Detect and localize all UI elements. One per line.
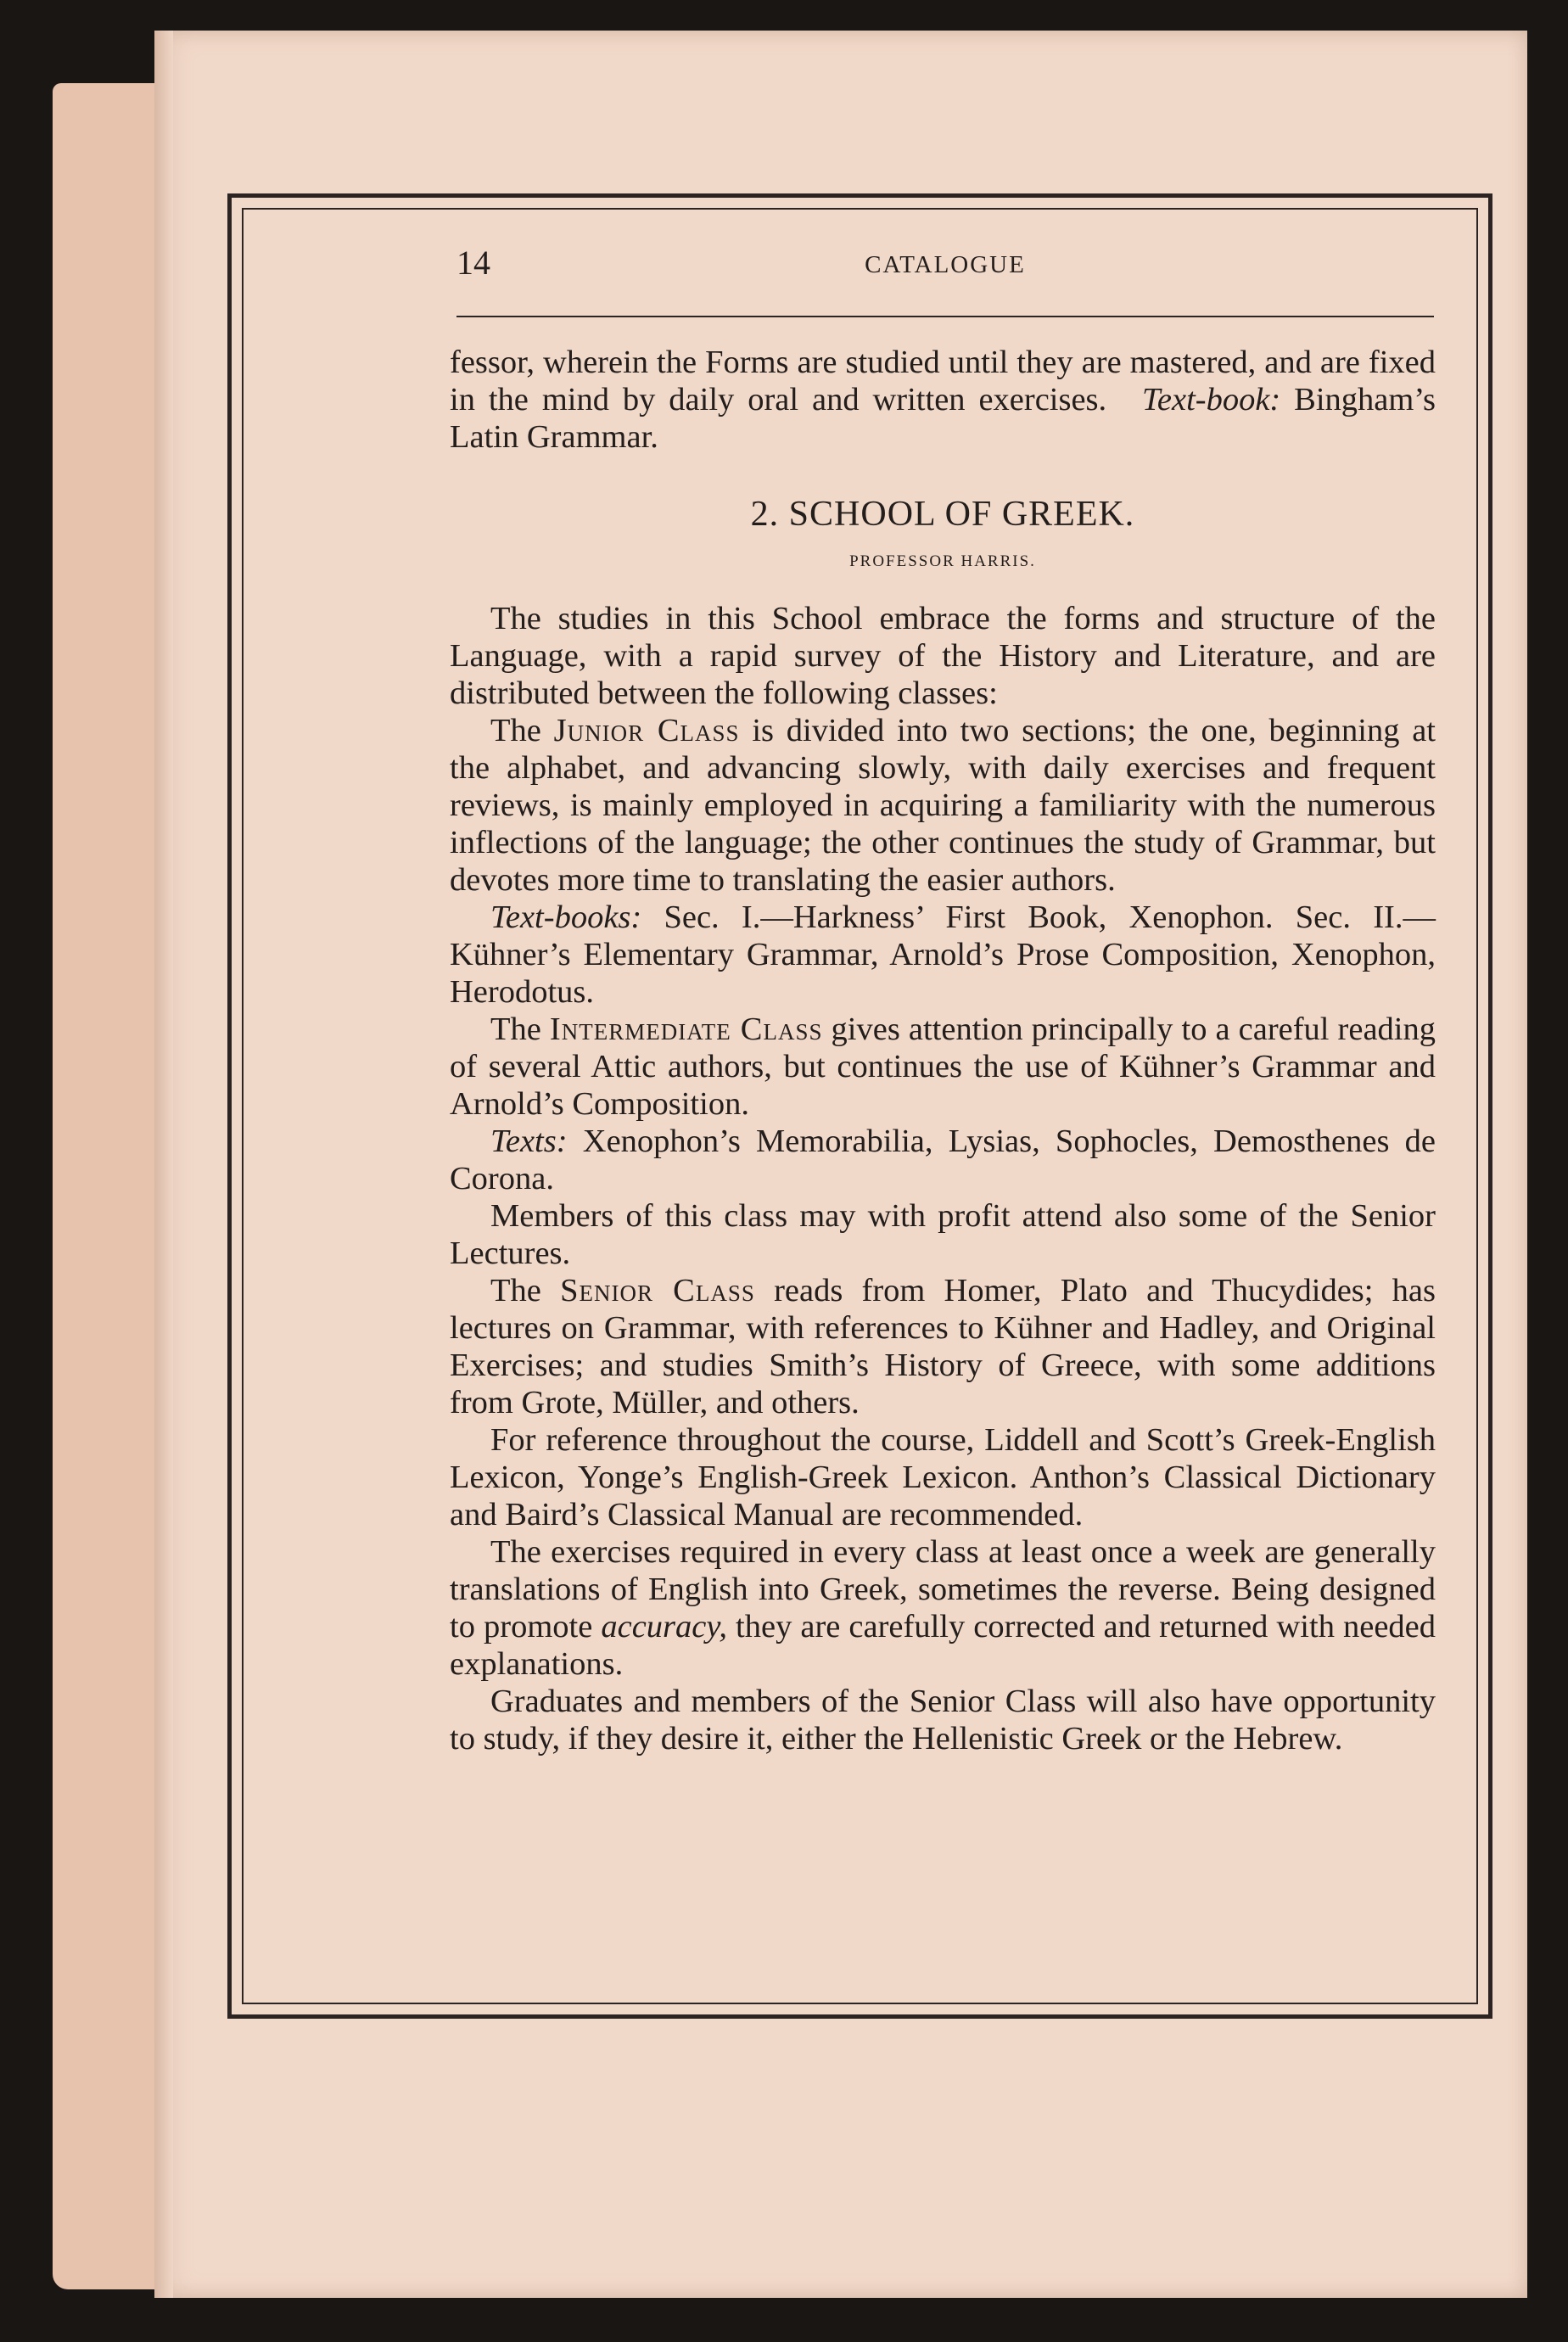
paragraph-lead: The bbox=[490, 1273, 541, 1308]
paragraph-continued bbox=[450, 344, 1436, 456]
paragraph-text: is divided into two sections; the one, beginning at the alphabet, and advancing slowly, with daily exercises and frequent reviews, is mainly employed in acquiring a familiarity with the numerous inflections of the language; the other continues the study of Grammar, but devotes more time to translating the easier authors. bbox=[450, 713, 1436, 898]
class-name-junior: Junior Class bbox=[553, 713, 740, 748]
textbook-title: Bingham’s Latin Grammar. bbox=[450, 382, 1436, 455]
textbooks-label: Text-books: bbox=[490, 899, 642, 935]
class-name-intermediate: Intermediate Class bbox=[549, 1011, 823, 1047]
head-rule bbox=[456, 316, 1434, 317]
textbook-label: Text-book: bbox=[1142, 382, 1281, 417]
paragraph-senior-class bbox=[450, 1272, 1436, 1421]
page-gutter bbox=[154, 31, 173, 2298]
section-heading: 2. SCHOOL OF GREEK. bbox=[750, 495, 1135, 534]
professor-name: PROFESSOR HARRIS. bbox=[849, 552, 1036, 570]
paragraph-graduates: Graduates and members of the Senior Class will also have opportunity to study, if they desire it, either the Hellenistic Greek or the Hebrew. bbox=[450, 1684, 1436, 1756]
texts-label: Texts: bbox=[490, 1123, 568, 1159]
paragraph-text: fessor, wherein the Forms are studied until they are mastered, and are fixed in the mind by daily oral and written exercises. bbox=[450, 345, 1436, 417]
texts-list: Xenophon’s Memorabilia, Lysias, Sophocles, Demosthenes de Corona. bbox=[450, 1123, 1436, 1196]
paragraph-text: gives attention principally to a careful reading of several Attic authors, but continues the use of Kühner’s Grammar and Arnold’s Composition. bbox=[450, 1011, 1436, 1122]
class-name-senior: Senior Class bbox=[560, 1273, 755, 1308]
paragraph-junior-class bbox=[450, 712, 1436, 899]
running-head bbox=[456, 242, 1434, 284]
emphasis-accuracy: accuracy, bbox=[601, 1609, 727, 1644]
paragraph-text: they are carefully corrected and returned with needed explanations. bbox=[450, 1609, 1436, 1682]
paragraph-junior-textbooks bbox=[450, 899, 1436, 1011]
paragraph-text: reads from Homer, Plato and Thucydides; has lectures on Grammar, with references to Kühner and Hadley, and Original Exercises; and studies Smith’s History of Greece, with some additions from Grote, Müller, and others. bbox=[450, 1273, 1436, 1420]
page-content bbox=[450, 344, 1436, 1757]
page-number: 14 bbox=[456, 244, 490, 282]
paragraph-studies: The studies in this School embrace the forms and structure of the Language, with a rapid survey of the History and Literature, and are distributed between the following classes: bbox=[450, 601, 1436, 711]
paragraph-intermediate-texts bbox=[450, 1123, 1436, 1197]
paragraph-intermediate-class bbox=[450, 1011, 1436, 1123]
paragraph-text: The exercises required in every class at least once a week are generally translations of English into Greek, sometimes the reverse. Being designed to promote bbox=[450, 1534, 1436, 1644]
paragraph-exercises bbox=[450, 1533, 1436, 1683]
paragraph-reference: For reference throughout the course, Liddell and Scott’s Greek-English Lexicon, Yonge’s English-Greek Lexicon. Anthon’s Classical Dictionary and Baird’s Classical Manual are recommended. bbox=[450, 1422, 1436, 1532]
running-title: CATALOGUE bbox=[865, 251, 1026, 278]
paragraph-lead: The bbox=[490, 1011, 541, 1047]
paragraph-members: Members of this class may with profit attend also some of the Senior Lectures. bbox=[450, 1198, 1436, 1271]
paragraph-lead: The bbox=[490, 713, 541, 748]
textbooks-list: Sec. I.—Harkness’ First Book, Xenophon. Sec. II.—Kühner’s Elementary Grammar, Arnold’s Prose Composition, Xenophon, Herodotus. bbox=[450, 899, 1436, 1010]
